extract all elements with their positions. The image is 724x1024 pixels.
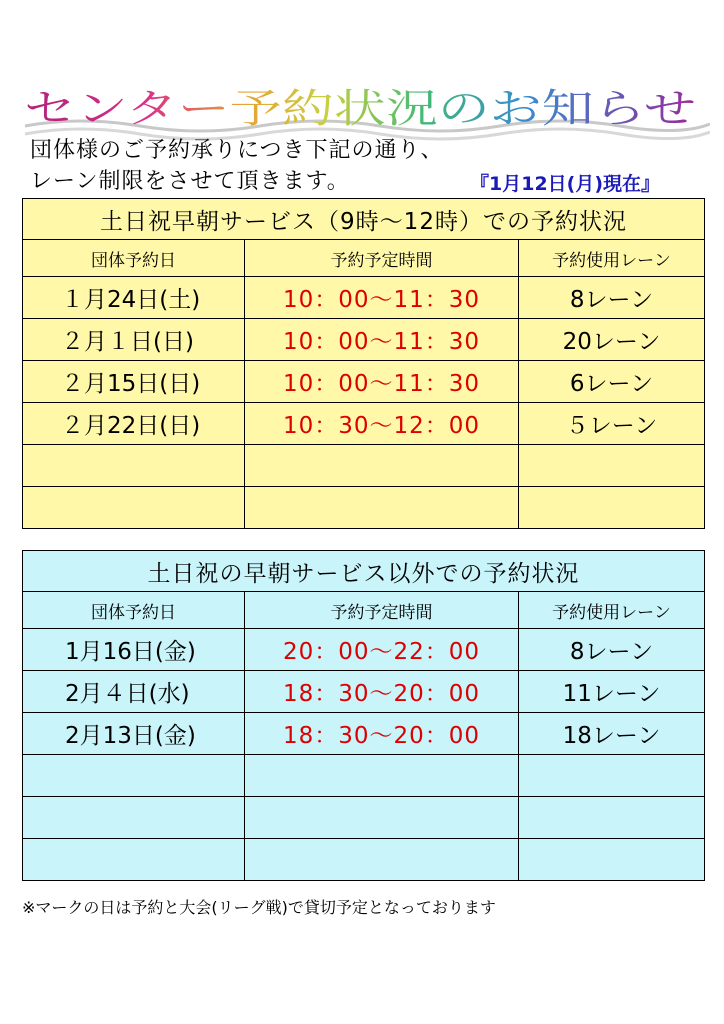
column-header-lanes: 予約使用レーン	[519, 592, 705, 629]
lanes-cell: 6レーン	[519, 361, 705, 403]
table-row	[23, 361, 705, 403]
date-cell: 1月16日(金)	[23, 629, 245, 671]
date-cell	[23, 755, 245, 797]
table-title: 土日祝早朝サービス（9時～12時）での予約状況	[23, 199, 705, 240]
intro-line-2: レーン制限をさせて頂きます。	[30, 169, 350, 194]
time-cell	[245, 797, 519, 839]
column-header-date: 団体予約日	[23, 240, 245, 277]
lanes-cell	[519, 839, 705, 881]
lanes-cell	[519, 797, 705, 839]
time-cell	[245, 839, 519, 881]
lanes-cell	[519, 445, 705, 487]
date-cell: ２月15日(日)	[23, 361, 245, 403]
table-row	[23, 629, 705, 671]
time-cell: 10：00～11：30	[245, 319, 519, 361]
page-title	[20, 88, 710, 142]
date-cell: ２月１日(日)	[23, 319, 245, 361]
lanes-cell: 8レーン	[519, 629, 705, 671]
date-cell	[23, 445, 245, 487]
time-cell	[245, 445, 519, 487]
table-row-empty	[23, 755, 705, 797]
date-cell: 2月４日(水)	[23, 671, 245, 713]
lanes-cell: 20レーン	[519, 319, 705, 361]
date-cell	[23, 487, 245, 529]
column-header-date: 団体予約日	[23, 592, 245, 629]
time-cell	[245, 487, 519, 529]
lanes-cell: 18レーン	[519, 713, 705, 755]
column-header-time: 予約予定時間	[245, 592, 519, 629]
table-row	[23, 671, 705, 713]
table-row	[23, 277, 705, 319]
table-row-empty	[23, 445, 705, 487]
time-cell: 10：00～11：30	[245, 277, 519, 319]
column-header-time: 予約予定時間	[245, 240, 519, 277]
intro-text	[30, 135, 444, 197]
intro-line-1: 団体様のご予約承りにつき下記の通り、	[30, 138, 444, 163]
lanes-cell: 8レーン	[519, 277, 705, 319]
table-row	[23, 403, 705, 445]
time-cell: 20：00～22：00	[245, 629, 519, 671]
column-header-lanes: 予約使用レーン	[519, 240, 705, 277]
table-row	[23, 319, 705, 361]
other-reservations-table	[22, 550, 705, 881]
date-cell: 2月13日(金)	[23, 713, 245, 755]
time-cell: 18：30～20：00	[245, 671, 519, 713]
lanes-cell	[519, 755, 705, 797]
page-title-art	[20, 88, 710, 142]
as-of-date: 『1月12日(月)現在』	[470, 173, 661, 195]
date-cell: １月24日(土)	[23, 277, 245, 319]
time-cell	[245, 755, 519, 797]
date-cell	[23, 797, 245, 839]
lanes-cell: ５レーン	[519, 403, 705, 445]
table-row	[23, 713, 705, 755]
early-service-table	[22, 198, 705, 529]
time-cell: 10：00～11：30	[245, 361, 519, 403]
date-cell: ２月22日(日)	[23, 403, 245, 445]
date-cell	[23, 839, 245, 881]
table-row-empty	[23, 487, 705, 529]
lanes-cell	[519, 487, 705, 529]
table-row-empty	[23, 839, 705, 881]
footnote: ※マークの日は予約と大会(リーグ戦)で貸切予定となっております	[22, 898, 496, 917]
table-row-empty	[23, 797, 705, 839]
lanes-cell: 11レーン	[519, 671, 705, 713]
time-cell: 18：30～20：00	[245, 713, 519, 755]
page-title-text: センター予約状況のお知らせ	[24, 88, 696, 132]
time-cell: 10：30～12：00	[245, 403, 519, 445]
table-title: 土日祝の早朝サービス以外での予約状況	[23, 551, 705, 592]
